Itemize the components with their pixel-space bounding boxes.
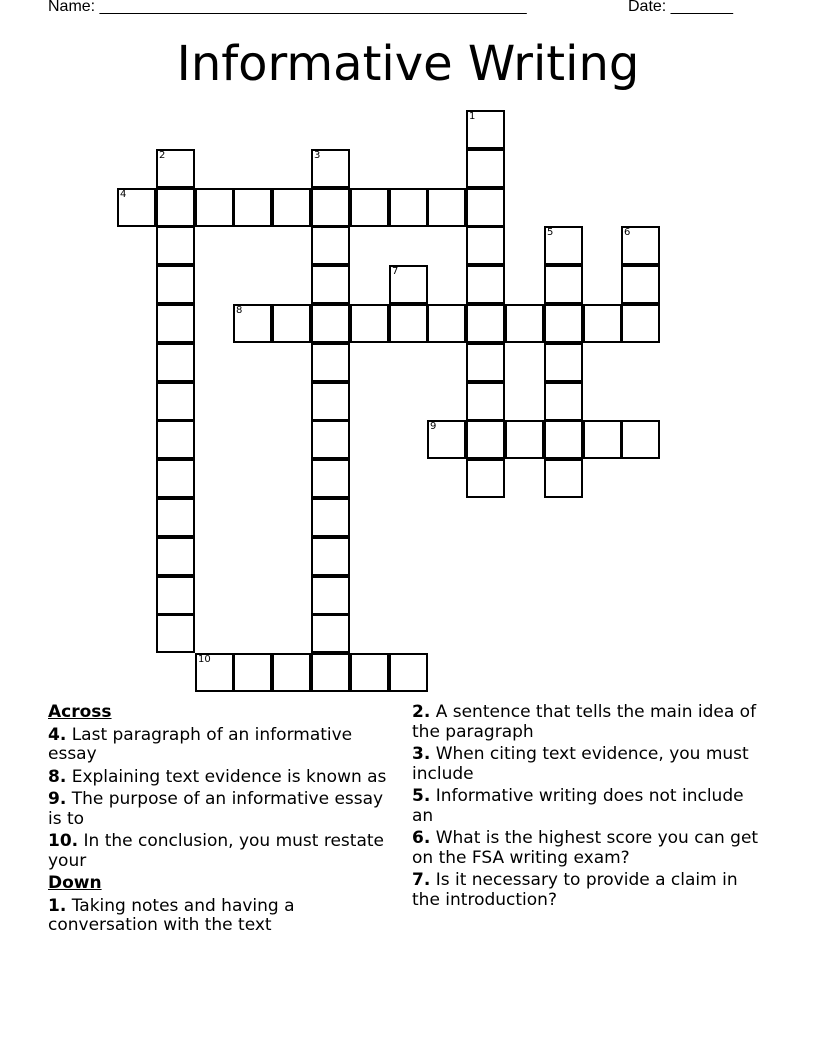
crossword-cell[interactable] <box>466 420 505 459</box>
crossword-cell[interactable] <box>311 188 350 227</box>
crossword-cell[interactable] <box>350 653 389 692</box>
crossword-cell[interactable] <box>389 304 428 343</box>
clue-number: 7 <box>392 266 399 277</box>
clue-number: 9 <box>430 421 437 432</box>
across-heading: Across <box>48 702 112 722</box>
crossword-cell[interactable] <box>389 653 428 692</box>
clues-column-right <box>412 703 762 913</box>
clue-number: 6 <box>624 227 631 238</box>
crossword-cell-2[interactable] <box>156 149 195 188</box>
crossword-cell-9[interactable] <box>427 420 466 459</box>
crossword-cell[interactable] <box>621 265 660 304</box>
crossword-cell[interactable] <box>272 188 311 227</box>
crossword-cell[interactable] <box>350 304 389 343</box>
crossword-cell[interactable] <box>544 304 583 343</box>
crossword-cell[interactable] <box>311 576 350 615</box>
date-field-label: Date: _______ <box>628 0 733 15</box>
page-title: Informative Writing <box>176 36 640 92</box>
crossword-cell[interactable] <box>311 653 350 692</box>
clue-number: 2 <box>159 150 166 161</box>
clue-down-3: 3. When citing text evidence, you must include <box>412 744 749 784</box>
clue-number: 5 <box>547 227 554 238</box>
crossword-cell[interactable] <box>505 304 544 343</box>
crossword-cell[interactable] <box>311 537 350 576</box>
crossword-cell[interactable] <box>466 226 505 265</box>
clue-number: 10 <box>198 654 211 665</box>
crossword-cell[interactable] <box>156 382 195 421</box>
clue-number: 8 <box>236 305 243 316</box>
crossword-cell[interactable] <box>621 304 660 343</box>
crossword-cell[interactable] <box>544 343 583 382</box>
crossword-cell[interactable] <box>156 226 195 265</box>
crossword-cell[interactable] <box>272 304 311 343</box>
clue-across-8: 8. Explaining text evidence is known as <box>48 766 387 787</box>
clue-down-7: 7. Is it necessary to provide a claim in the introduction? <box>412 870 738 910</box>
crossword-cell[interactable] <box>233 188 272 227</box>
crossword-cell[interactable] <box>156 576 195 615</box>
clues-column-left <box>48 703 388 939</box>
crossword-cell[interactable] <box>272 653 311 692</box>
crossword-cell[interactable] <box>466 382 505 421</box>
crossword-cell[interactable] <box>156 614 195 653</box>
crossword-cell[interactable] <box>466 149 505 188</box>
crossword-cell[interactable] <box>583 420 622 459</box>
crossword-cell[interactable] <box>156 343 195 382</box>
clue-down-1: 1. Taking notes and having a conversation with the text <box>48 895 295 935</box>
crossword-cell-1[interactable] <box>466 110 505 149</box>
crossword-cell[interactable] <box>466 188 505 227</box>
crossword-cell[interactable] <box>156 188 195 227</box>
clue-down-6: 6. What is the highest score you can get on the FSA writing exam? <box>412 828 759 868</box>
crossword-cell[interactable] <box>156 420 195 459</box>
crossword-cell[interactable] <box>311 382 350 421</box>
crossword-cell-5[interactable] <box>544 226 583 265</box>
crossword-cell[interactable] <box>311 304 350 343</box>
crossword-cell[interactable] <box>466 459 505 498</box>
crossword-cell[interactable] <box>544 265 583 304</box>
crossword-cell[interactable] <box>466 304 505 343</box>
clue-across-9: 9. The purpose of an informative essay is to <box>48 789 384 829</box>
crossword-cell[interactable] <box>195 188 234 227</box>
crossword-cell[interactable] <box>466 343 505 382</box>
crossword-cell[interactable] <box>389 188 428 227</box>
clue-down-5: 5. Informative writing does not include an <box>412 786 744 826</box>
crossword-cell[interactable] <box>505 420 544 459</box>
crossword-cell[interactable] <box>427 304 466 343</box>
crossword-cell[interactable] <box>311 226 350 265</box>
crossword-cell[interactable] <box>544 382 583 421</box>
crossword-cell[interactable] <box>311 343 350 382</box>
crossword-cell[interactable] <box>311 614 350 653</box>
crossword-cell-7[interactable] <box>389 265 428 304</box>
clue-number: 4 <box>120 189 127 200</box>
crossword-cell[interactable] <box>156 459 195 498</box>
name-field-label: Name: ________________________________________________ <box>48 0 527 15</box>
crossword-cell-4[interactable] <box>117 188 156 227</box>
crossword-cell[interactable] <box>621 420 660 459</box>
crossword-cell[interactable] <box>156 304 195 343</box>
crossword-cell[interactable] <box>311 459 350 498</box>
crossword-cell[interactable] <box>466 265 505 304</box>
crossword-cell-10[interactable] <box>195 653 234 692</box>
crossword-cell[interactable] <box>350 188 389 227</box>
crossword-cell-3[interactable] <box>311 149 350 188</box>
crossword-cell[interactable] <box>427 188 466 227</box>
clue-across-10: 10. In the conclusion, you must restate your <box>48 831 384 871</box>
clue-down-2: 2. A sentence that tells the main idea of the paragraph <box>412 702 757 742</box>
crossword-cell[interactable] <box>311 265 350 304</box>
clue-number: 1 <box>469 111 476 122</box>
crossword-cell[interactable] <box>156 265 195 304</box>
crossword-cell-8[interactable] <box>233 304 272 343</box>
crossword-cell[interactable] <box>311 420 350 459</box>
clue-number: 3 <box>314 150 321 161</box>
crossword-cell[interactable] <box>544 420 583 459</box>
clue-across-4: 4. Last paragraph of an informative essay <box>48 724 353 764</box>
crossword-cell[interactable] <box>544 459 583 498</box>
crossword-cell-6[interactable] <box>621 226 660 265</box>
crossword-cell[interactable] <box>311 498 350 537</box>
down-heading: Down <box>48 873 102 893</box>
crossword-cell[interactable] <box>233 653 272 692</box>
crossword-cell[interactable] <box>156 498 195 537</box>
crossword-cell[interactable] <box>156 537 195 576</box>
crossword-cell[interactable] <box>583 304 622 343</box>
